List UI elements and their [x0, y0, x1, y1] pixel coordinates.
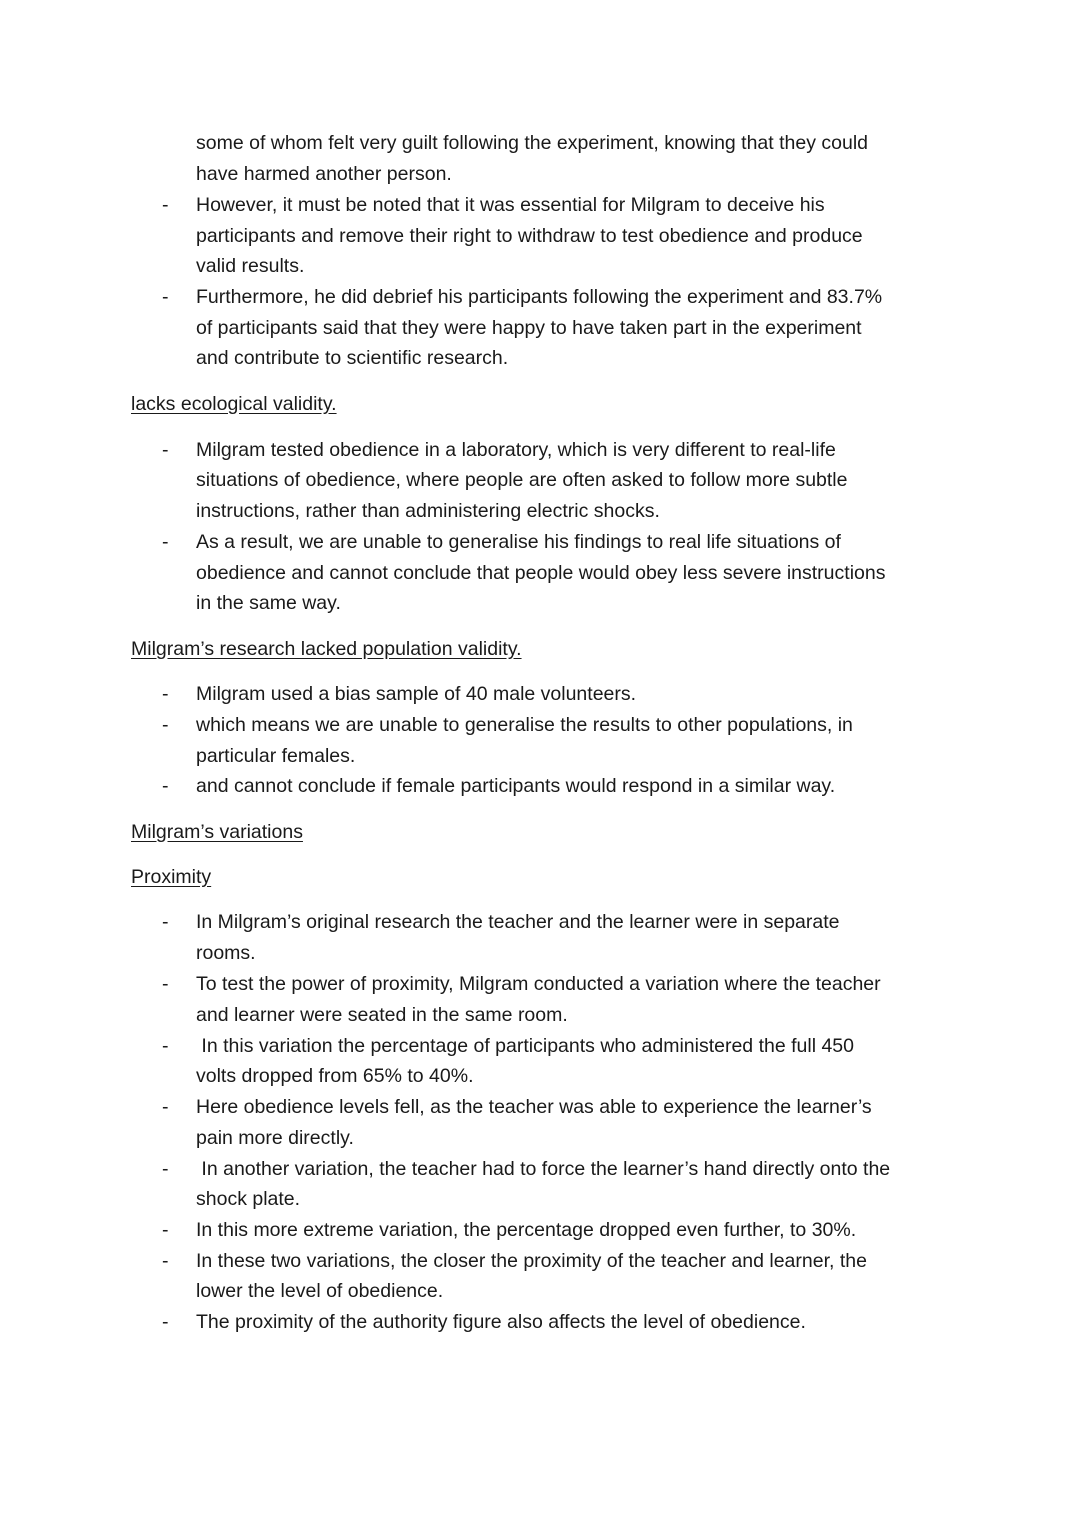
text-line: In this variation the percentage of participants who administered the full 450 [196, 1035, 854, 1057]
text-line: pain more directly. [196, 1127, 354, 1149]
text-line: As a result, we are unable to generalise his findings to real life situations of [196, 531, 841, 553]
text-line: obedience and cannot conclude that people would obey less severe instructions [196, 562, 886, 584]
text-line: In Milgram’s original research the teacher and the learner were in separate [196, 911, 840, 933]
bullet-dash: - [162, 286, 169, 308]
text-line: Here obedience levels fell, as the teacher was able to experience the learner’s [196, 1096, 872, 1118]
text-line: Milgram tested obedience in a laboratory, which is very different to real-life [196, 439, 836, 461]
text-line: However, it must be noted that it was essential for Milgram to deceive his [196, 194, 825, 216]
text-line: lower the level of obedience. [196, 1280, 444, 1302]
text-line: of participants said that they were happy to have taken part in the experiment [196, 317, 862, 339]
bullet-dash: - [162, 775, 169, 797]
text-line: In another variation, the teacher had to force the learner’s hand directly onto the [196, 1158, 891, 1180]
bullet-dash: - [162, 1311, 169, 1333]
bullet-dash: - [162, 194, 169, 216]
text-line: particular females. [196, 745, 356, 767]
bullet-dash: - [162, 683, 169, 705]
bullet-dash: - [162, 1158, 169, 1180]
section-heading-proximity: Proximity [131, 866, 212, 888]
text-line: some of whom felt very guilt following the experiment, knowing that they could [196, 132, 869, 154]
section-heading-variations: Milgram’s variations [131, 821, 303, 843]
text-line: Milgram used a bias sample of 40 male volunteers. [196, 683, 637, 705]
text-line: and learner were seated in the same room. [196, 1004, 568, 1026]
text-line: volts dropped from 65% to 40%. [196, 1065, 474, 1087]
bullet-dash: - [162, 973, 169, 995]
text-line: Furthermore, he did debrief his participants following the experiment and 83.7% [196, 286, 883, 308]
text-line: To test the power of proximity, Milgram conducted a variation where the teacher [196, 973, 881, 995]
text-line: In this more extreme variation, the percentage dropped even further, to 30%. [196, 1219, 857, 1241]
text-line: instructions, rather than administering electric shocks. [196, 500, 660, 522]
text-line: which means we are unable to generalise the results to other populations, in [196, 714, 853, 736]
text-line: in the same way. [196, 592, 341, 614]
section-heading-ecological: lacks ecological validity. [131, 393, 337, 415]
text-line: participants and remove their right to withdraw to test obedience and produce [196, 225, 863, 247]
bullet-dash: - [162, 911, 169, 933]
text-line: situations of obedience, where people are often asked to follow more subtle [196, 469, 848, 491]
bullet-dash: - [162, 714, 169, 736]
bullet-dash: - [162, 1250, 169, 1272]
text-line: and contribute to scientific research. [196, 347, 509, 369]
bullet-dash: - [162, 1035, 169, 1057]
text-line: shock plate. [196, 1188, 301, 1210]
text-line: rooms. [196, 942, 256, 964]
bullet-dash: - [162, 1096, 169, 1118]
text-line: In these two variations, the closer the proximity of the teacher and learner, the [196, 1250, 867, 1272]
text-line: have harmed another person. [196, 163, 452, 185]
text-line: valid results. [196, 255, 305, 277]
bullet-dash: - [162, 1219, 169, 1241]
section-heading-population: Milgram’s research lacked population validity. [131, 638, 522, 660]
bullet-dash: - [162, 439, 169, 461]
text-line: and cannot conclude if female participants would respond in a similar way. [196, 775, 836, 797]
text-line: The proximity of the authority figure also affects the level of obedience. [196, 1311, 806, 1333]
bullet-dash: - [162, 531, 169, 553]
